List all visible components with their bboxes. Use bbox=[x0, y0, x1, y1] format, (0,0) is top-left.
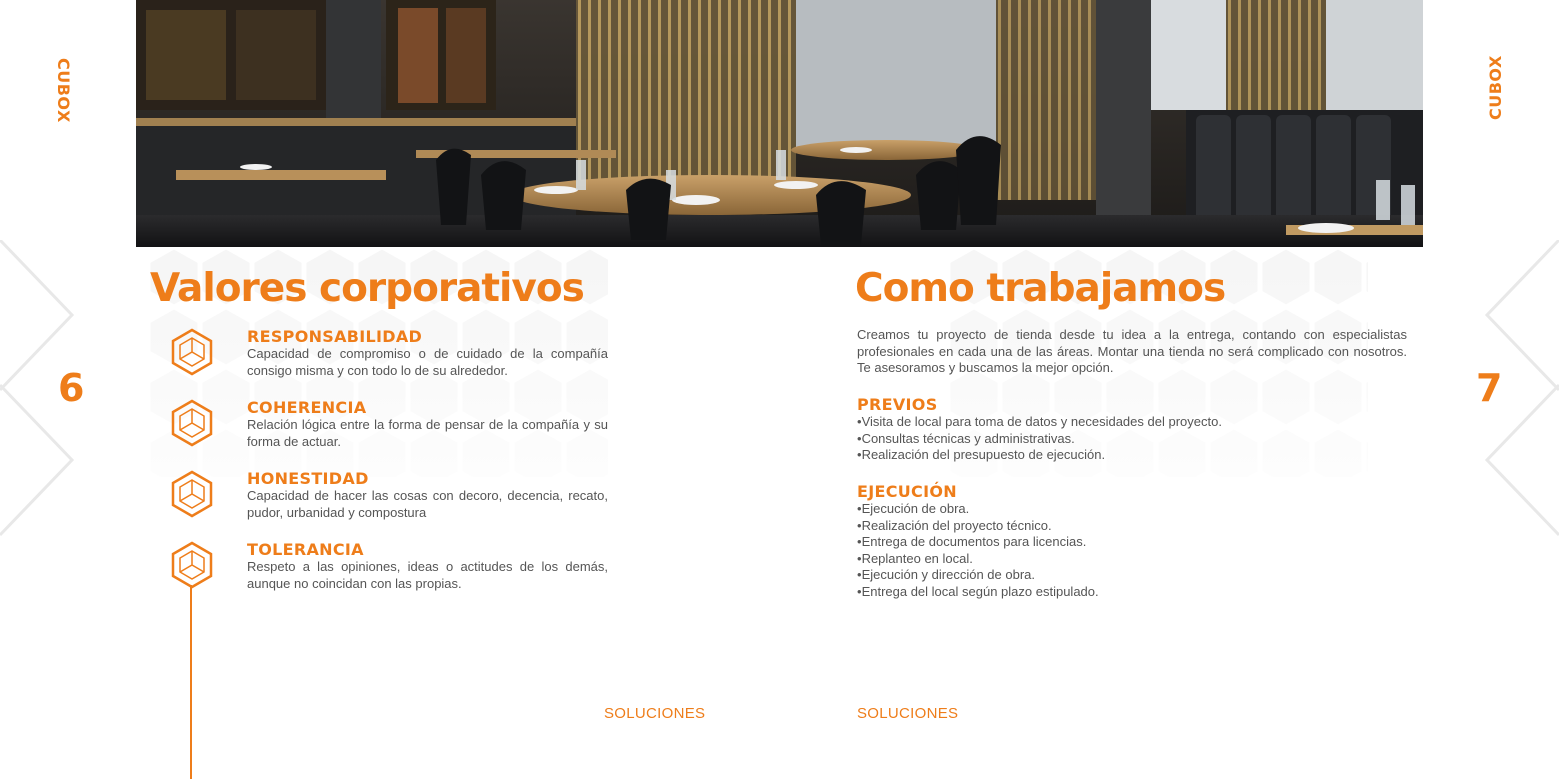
footer-label-right: SOLUCIONES bbox=[857, 705, 959, 722]
value-title: COHERENCIA bbox=[247, 398, 367, 417]
ejecucion-heading: EJECUCIÓN bbox=[857, 482, 957, 501]
values-title: Valores corporativos bbox=[150, 266, 584, 311]
list-item: • Visita de local para toma de datos y necesidades del proyecto. bbox=[857, 414, 1407, 431]
value-title: HONESTIDAD bbox=[247, 469, 369, 488]
value-item-coherencia bbox=[170, 399, 610, 449]
list-item: • Consultas técnicas y administrativas. bbox=[857, 431, 1407, 448]
vertical-accent-line bbox=[190, 585, 192, 779]
value-item-honestidad bbox=[170, 470, 610, 520]
value-item-responsabilidad bbox=[170, 328, 610, 378]
value-desc: Capacidad de hacer las cosas con decoro, decencia, recato, pudor, urbanidad y compostura bbox=[247, 488, 608, 520]
list-item: • Entrega de documentos para licencias. bbox=[857, 534, 1407, 551]
value-item-tolerancia bbox=[170, 541, 610, 591]
page-number-right: 7 bbox=[1476, 366, 1503, 410]
list-item: • Replanteo en local. bbox=[857, 551, 1407, 568]
value-desc: Relación lógica entre la forma de pensar de la compañía y su forma de actuar. bbox=[247, 417, 608, 449]
value-desc: Respeto a las opiniones, ideas o actitudes de los demás, aunque no coincidan con las propias. bbox=[247, 559, 608, 591]
work-intro: Creamos tu proyecto de tienda desde tu idea a la entrega, contando con especialistas profesionales en cada una de las áreas. Montar una tienda no será complicado con nosotros. Te asesoramos y buscamos la mejor opción. bbox=[857, 327, 1407, 375]
hexagon-cube-icon bbox=[170, 399, 214, 447]
list-item: • Entrega del local según plazo estipulado. bbox=[857, 584, 1407, 601]
restaurant-interior-photo bbox=[136, 0, 1423, 247]
value-title: TOLERANCIA bbox=[247, 540, 364, 559]
ejecucion-list bbox=[857, 501, 1407, 601]
previos-heading: PREVIOS bbox=[857, 395, 938, 414]
work-title: Como trabajamos bbox=[855, 266, 1226, 311]
value-title: RESPONSABILIDAD bbox=[247, 327, 423, 346]
brand-label-left: CUBOX bbox=[54, 58, 73, 123]
previos-list bbox=[857, 414, 1407, 464]
hexagon-cube-icon bbox=[170, 328, 214, 376]
page-number-left: 6 bbox=[58, 366, 85, 410]
value-desc: Capacidad de compromiso o de cuidado de la compañía consigo misma y con todo lo de su alrededor. bbox=[247, 346, 608, 378]
brand-label-right: CUBOX bbox=[1486, 55, 1505, 120]
list-item: • Ejecución y dirección de obra. bbox=[857, 567, 1407, 584]
hexagon-cube-icon bbox=[170, 470, 214, 518]
footer-label-left: SOLUCIONES bbox=[604, 705, 706, 722]
hexagon-cube-icon bbox=[170, 541, 214, 589]
list-item: • Realización del proyecto técnico. bbox=[857, 518, 1407, 535]
list-item: • Realización del presupuesto de ejecución. bbox=[857, 447, 1407, 464]
list-item: • Ejecución de obra. bbox=[857, 501, 1407, 518]
